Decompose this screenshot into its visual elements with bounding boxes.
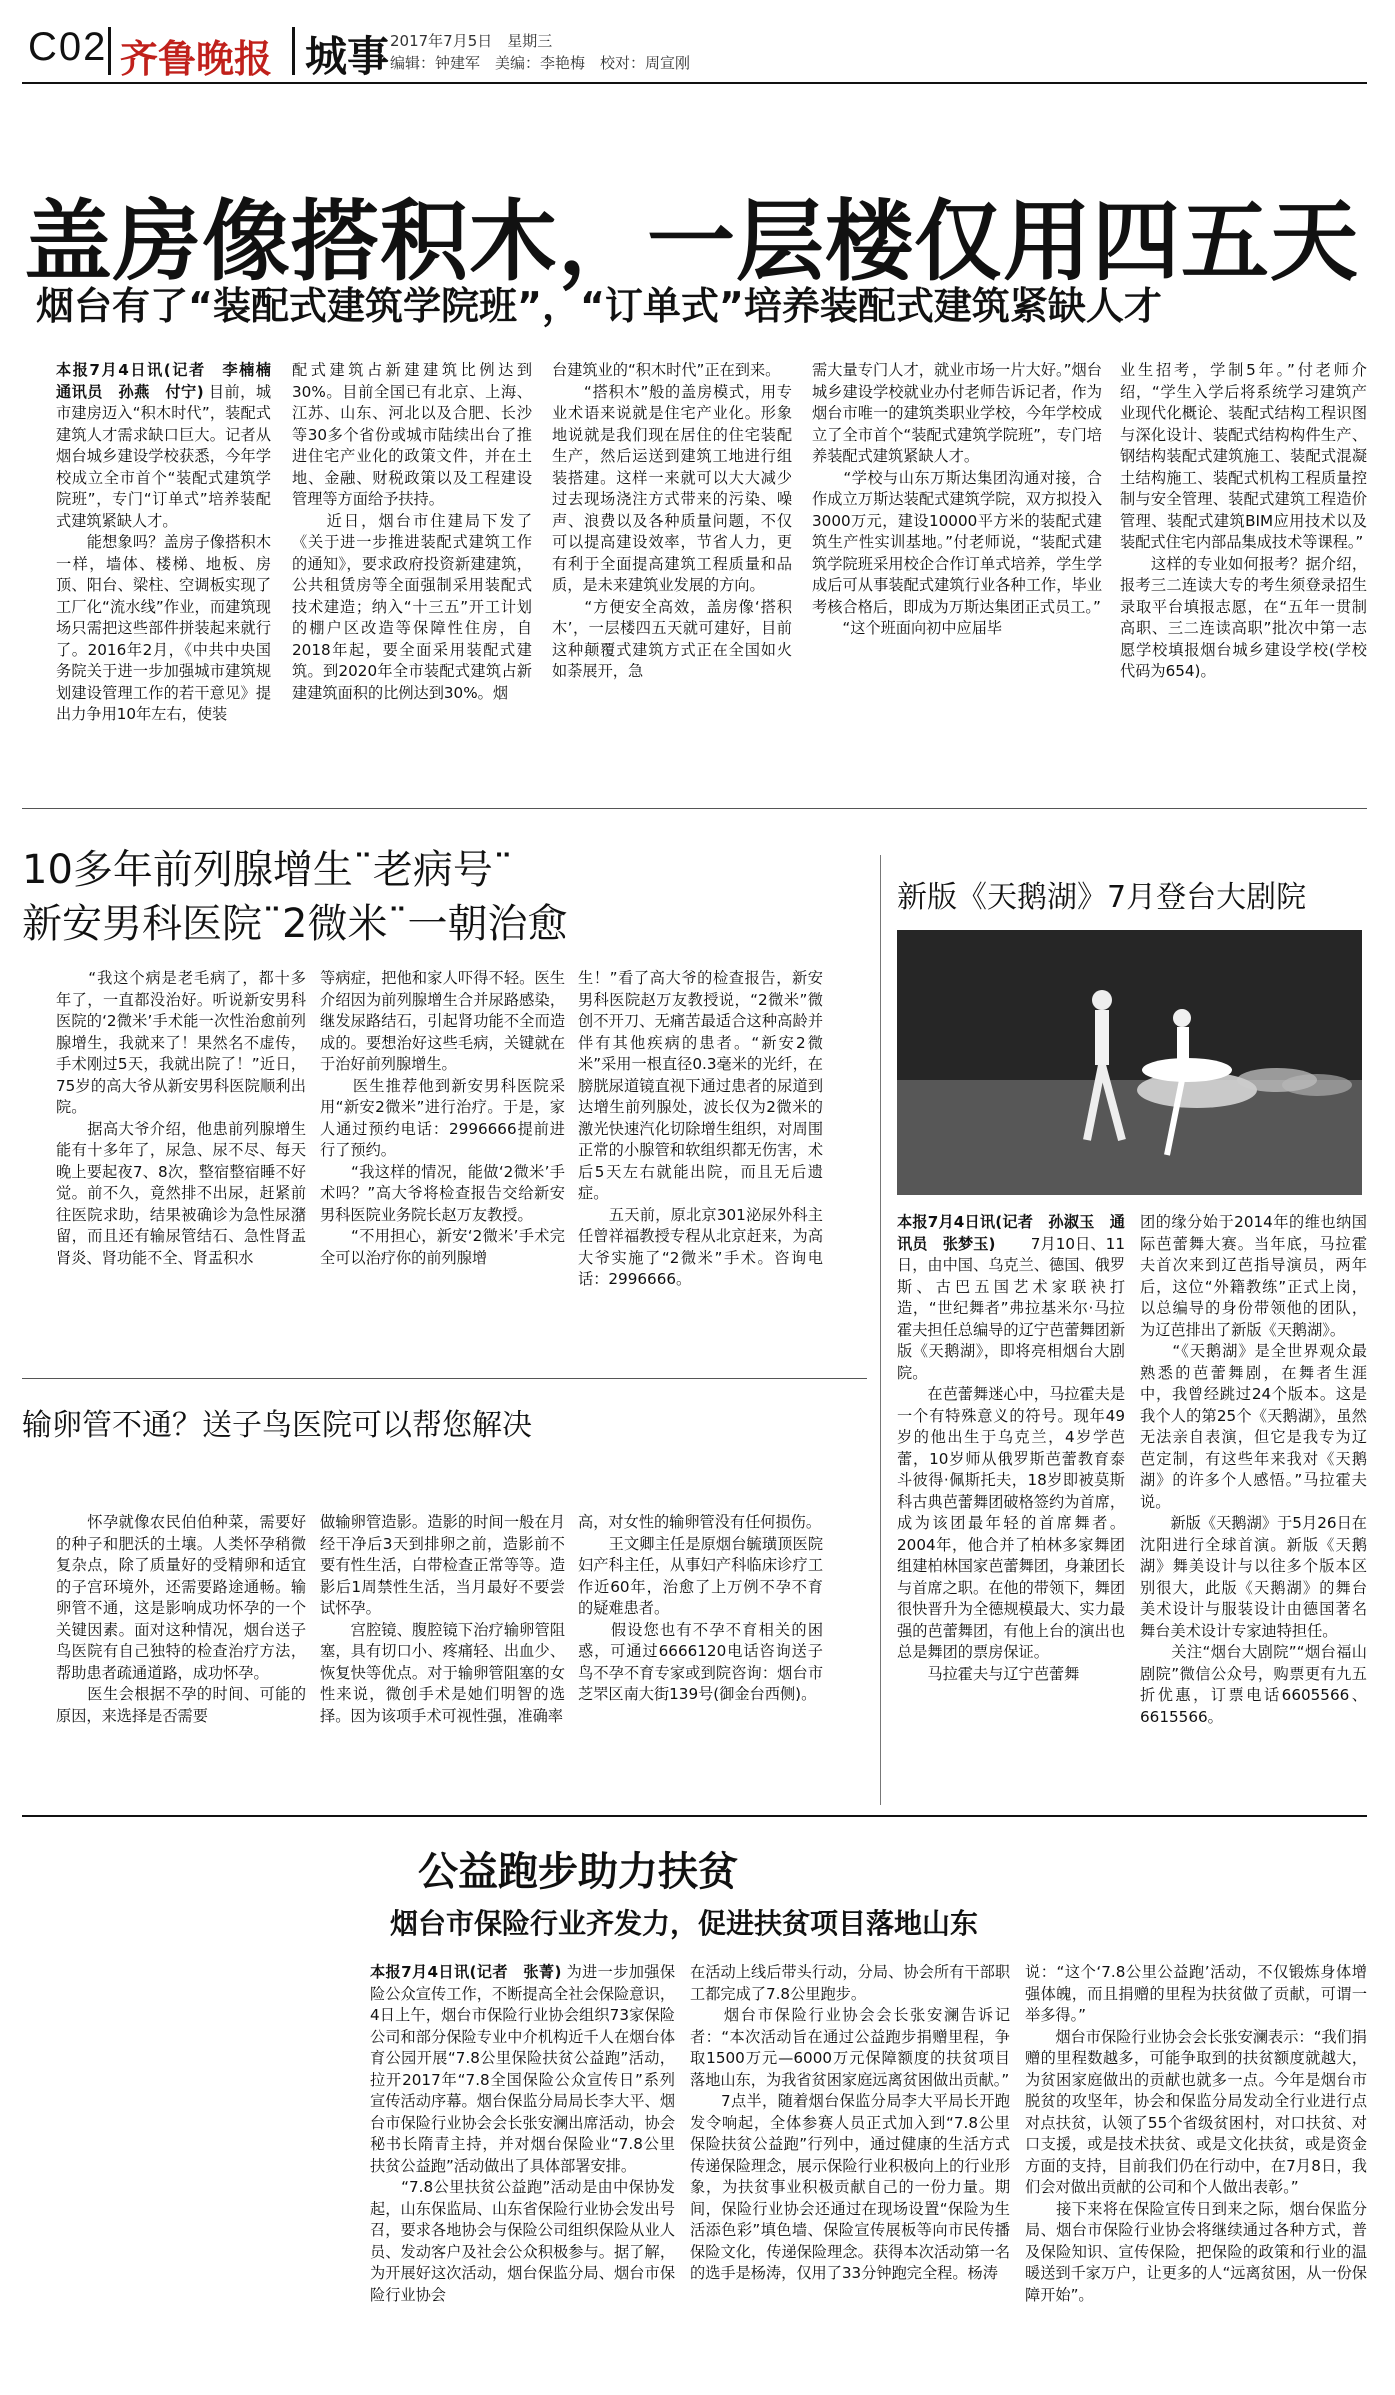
page-number: C02	[28, 25, 108, 69]
newspaper-logo: 齐鲁晚报	[120, 36, 273, 81]
ballet-dancers-image	[897, 930, 1362, 1195]
subheadline-article-5: 烟台市保险行业齐发力，促进扶贫项目落地山东	[390, 1907, 979, 1940]
column-divider	[880, 855, 881, 1805]
article-3-col-2: 做输卵管造影。造影的时间一般在月经干净后3天到排卵之前，造影前不要有性生活，白带检查正常等等。造影后1周禁性生活，当月最好不要尝试怀孕。 宫腔镜、腹腔镜下治疗输卵管阻塞，具有切口小、疼痛轻、出血少、恢复快等优点。对于输卵管阻塞的女性来说，微创手术是她们明智的选择。因为该项手术可视性强，准确率	[320, 1513, 565, 1725]
article-2-col-2: 等病症，把他和家人吓得不轻。医生介绍因为前列腺增生合并尿路感染，继发尿路结石，引起肾功能不全而造成的。要想治好这些毛病，关键就在于治好前列腺增生。 医生推荐他到新安男科医院采用“新安2微米”进行治疗。于是，家人通过预约电话：2996666提前进行了预约。 “我这样的情况，能做‘2微米’手术吗？”高大爷将检查报告交给新安男科医院业务院长赵万友教授。 “不用担心，新安‘2微米’手术完全可以治疗你的前列腺增	[320, 969, 565, 1267]
byline: 本报7月4日讯(记者 张菁)	[370, 1963, 562, 1981]
ballet-photo	[897, 930, 1362, 1195]
article-1-col-3: 台建筑业的“积木时代”正在到来。 “搭积木”般的盖房模式，用专业术语来说就是住宅产业化。形象地说就是我们现在居住的住宅装配生产，然后运送到建筑工地进行组装搭建。这样一来就可以大大减少过去现场浇注方式带来的污染、噪声、浪费以及各种质量问题，不仅可以提高建设效率，节省人力，更有利于全面提高建筑工程质量和品质，是未来建筑业发展的方向。 “方便安全高效，盖房像‘搭积木’，一层楼四五天就可建好，目前这种颠覆式建筑方式正在全国如火如荼展开，急	[552, 361, 792, 680]
headline-article-2-line-1: 10多年前列腺增生¨老病号¨	[22, 847, 513, 893]
section-rule	[22, 808, 1367, 809]
headline-article-5: 公益跑步助力扶贫	[418, 1849, 738, 1895]
article-text: 为进一步加强保险公众宣传工作，不断提高全社会保险意识，4日上午，烟台市保险行业协会组织73家保险公司和部分保险专业中介机构近千人在烟台体育公园开展“7.8公里保险扶贫公益跑”活动，拉开2017年“7.8全国保险公众宣传日”系列宣传活动序幕。烟台保监分局局长李大平、烟台市保险行业协会会长张安澜出席活动，协会秘书长隋青主持，并对烟台保险业“7.8公里扶贫公益跑”活动做出了具体部署安排。 “7.8公里扶贫公益跑”活动是由中保协发起，山东保监局、山东省保险行业协会发出号召，要求各地协会与保险公司组织保险从业人员、发动客户及社会公众积极参与。据了解，为开展好这次活动，烟台保监分局、烟台市保险行业协会	[370, 1963, 676, 2304]
article-1-col-4: 需大量专门人才，就业市场一片大好。”烟台城乡建设学校就业办付老师告诉记者，作为烟台市唯一的建筑类职业学校，今年学校成立了全市首个“装配式建筑学院班”，专门培养装配式建筑紧缺人才。 “学校与山东万斯达集团沟通对接，合作成立万斯达装配式建筑学院，双方拟投入3000万元，建设10000平方米的装配式建筑生产性实训基地。”付老师说，“装配式建筑学院班采用校企合作订单式培养，学生学成后可从事装配式建筑行业各种工作，毕业考核合格后，即成为万斯达集团正式员工。” “这个班面向初中应届毕	[812, 361, 1102, 637]
article-4-col-2: 团的缘分始于2014年的维也纳国际芭蕾舞大赛。当年底，马拉霍夫首次来到辽芭指导演员，两年后，这位“外籍教练”正式上岗，以总编导的身份带领他的团队，为辽芭排出了新版《天鹅湖》。 “《天鹅湖》是全世界观众最熟悉的芭蕾舞剧，在舞者生涯中，我曾经跳过24个版本。这是我个人的第25个《天鹅湖》，虽然无法亲自表演，但它是我专为辽芭定制，有这些年来我对《天鹅湖》的许多个人感悟。”马拉霍夫说。 新版《天鹅湖》于5月26日在沈阳进行全球首演。新版《天鹅湖》舞美设计与以往多个版本区别很大，此版《天鹅湖》的舞台美术设计与服装设计由德国著名舞台美术设计专家迪特担任。 关注“烟台大剧院”“烟台福山剧院”微信公众号，购票更有九五折优惠，订票电话6605566、6615566。	[1140, 1213, 1367, 1726]
article-3-col-1: 怀孕就像农民伯伯种菜，需要好的种子和肥沃的土壤。人类怀孕稍微复杂点，除了质量好的受精卵和适宜的子宫环境外，还需要路途通畅。输卵管不通，这是影响成功怀孕的一个关键因素。面对这种情况，烟台送子鸟医院有自己独特的检查治疗方法，帮助患者疏通道路，成功怀孕。 医生会根据不孕的时间、可能的原因，来选择是否需要	[56, 1513, 306, 1725]
article-4-col-1	[897, 1212, 1125, 1802]
header-rule	[22, 82, 1367, 84]
article-2-col-1: “我这个病是老毛病了，都十多年了，一直都没治好。听说新安男科医院的‘2微米’手术能一次性治愈前列腺增生，我就来了！果然名不虚传，手术刚过5天，我就出院了！”近日，75岁的高大爷从新安男科医院顺利出院。 据高大爷介绍，他患前列腺增生能有十多年了，尿急、尿不尽、每天晚上要起夜7、8次，整宿整宿睡不好觉。前不久，竟然排不出尿，赶紧前往医院求助，结果被确诊为急性尿潴留，而且还有输尿管结石、急性肾盂肾炎、肾功能不全、肾盂积水	[56, 969, 306, 1267]
byline: 本报7月4日讯(记者 李楠楠 通讯员 孙燕 付宁)	[56, 361, 287, 401]
article-5-col-2: 在活动上线后带头行动，分局、协会所有干部职工都完成了7.8公里跑步。 烟台市保险行业协会会长张安澜告诉记者：“本次活动旨在通过公益跑步捐赠里程，争取1500万元—6000万元保障额度的扶贫项目落地山东，为我省贫困家庭远离贫困做出贡献。” 7点半，随着烟台保监分局李大平局长开跑发令响起，全体参赛人员正式加入到“7.8公里保险扶贫公益跑”行列中，通过健康的生活方式传递保险理念，展示保险行业积极向上的行业形象，为扶贫事业积极贡献自己的一份力量。期间，保险行业协会还通过在现场设置“保险为生活添色彩”填色墙、保险宣传展板等向市民传播保险文化，传递保险理念。获得本次活动第一名的选手是杨涛，仅用了33分钟跑完全程。杨涛	[690, 1963, 1010, 2282]
subheadline-article-1: 烟台有了“装配式建筑学院班”，“订单式”培养装配式建筑紧缺人才	[36, 284, 1162, 328]
article-2-col-3: 生！”看了高大爷的检查报告，新安男科医院赵万友教授说，“2微米”微创不开刀、无痛苦最适合这种高龄并伴有其他疾病的患者。“新安2微米”采用一根直径0.3毫米的光纤，在膀胱尿道镜直视下通过患者的尿道到达增生前列腺处，波长仅为2微米的激光快速汽化切除增生组织，对周围正常的小腺管和软组织都无伤害，术后5天左右就能出院，而且无后遗症。 五天前，原北京301泌尿外科主任曾祥福教授专程从北京赶来，为高大爷实施了“2微米”手术。咨询电话：2996666。	[578, 969, 823, 1288]
headline-article-4: 新版《天鹅湖》7月登台大剧院	[897, 880, 1307, 915]
editor-credits: 编辑：钟建军 美编：李艳梅 校对：周宣刚	[390, 54, 691, 72]
headline-article-2-line-2: 新安男科医院¨2微米¨一朝治愈	[22, 901, 568, 947]
headline-article-3: 输卵管不通？送子鸟医院可以帮您解决	[22, 1408, 532, 1443]
header-divider	[292, 27, 295, 75]
article-3-col-3: 高，对女性的输卵管没有任何损伤。 王文卿主任是原烟台毓璜顶医院妇产科主任，从事妇产科临床诊疗工作近60年，治愈了上万例不孕不育的疑难患者。 假设您也有不孕不育相关的困惑，可通过6666120电话咨询送子鸟不孕不育专家或到院咨询：烟台市芝罘区南大街139号(御金台西侧)。	[578, 1513, 823, 1703]
header-divider	[108, 27, 111, 75]
article-1-col-2: 配式建筑占新建建筑比例达到30%。目前全国已有北京、上海、江苏、山东、河北以及合肥、长沙等30多个省份或城市陆续出台了推进住宅产业化的政策文件，并在土地、金融、财税政策以及工程建设管理等方面给予扶持。 近日，烟台市住建局下发了《关于进一步推进装配式建筑工作的通知》，要求政府投资新建建筑，公共租赁房等全面强制采用装配式技术建造；纳入“十三五”开工计划的棚户区改造等保障性住房，自2018年起，要全面采用装配式建筑。到2020年全市装配式建筑占新建建筑面积的比例达到30%。烟	[292, 361, 532, 702]
section-rule	[22, 1815, 1367, 1817]
issue-date: 2017年7月5日 星期三	[390, 32, 553, 50]
byline: 本报7月4日讯(记者 孙淑玉 通讯员 张梦玉)	[897, 1213, 1125, 1253]
section-rule	[22, 1378, 867, 1379]
article-5-col-3: 说：“这个‘7.8公里公益跑’活动，不仅锻炼身体增强体魄，而且捐赠的里程为扶贫做了贡献，可谓一举多得。” 烟台市保险行业协会会长张安澜表示：“我们捐赠的里程数越多，可能争取到的扶贫额度就越大，为贫困家庭做出的贡献也就多一点。今年是烟台市脱贫的攻坚年，协会和保监分局发动全行业进行点对点扶贫，认领了55个省级贫困村，对口扶贫、对口支援，或是技术扶贫、或是文化扶贫，或是资金方面的支持，目前我们仍在行动中，在7月8日，我们会对做出贡献的公司和个人做出表彰。” 接下来将在保险宣传日到来之际，烟台保监分局、烟台市保险行业协会将继续通过各种方式，普及保险知识、宣传保险，把保险的政策和行业的温暖送到千家万户，让更多的人“远离贫困，从一份保障开始”。	[1025, 1963, 1367, 2304]
headline-article-1: 盖房像搭积木，一层楼仅用四五天	[24, 190, 1360, 293]
article-1-col-5: 业生招考，学制5年。”付老师介绍，“学生入学后将系统学习建筑产业现代化概论、装配式结构工程识图与深化设计、装配式结构构件生产、钢结构装配式建筑施工、装配式混凝土结构施工、装配式机构工程质量控制与安全管理、装配式建筑工程造价管理、装配式建筑BIM应用技术以及装配式住宅内部品集成技术等课程。” 这样的专业如何报考？据介绍，报考三二连读大专的考生须登录招生录取平台填报志愿，在“五年一贯制高职、三二连读高职”批次中第一志愿学校填报烟台城乡建设学校(学校代码为654)。	[1120, 361, 1367, 680]
section-title: 城事	[305, 32, 390, 81]
article-text: 目前，城市建房迈入“积木时代”，装配式建筑人才需求缺口巨大。记者从烟台城乡建设学校获悉，今年学校成立全市首个“装配式建筑学院班”，专门“订单式”培养装配式建筑紧缺人才。 能想象吗？盖房子像搭积木一样，墙体、楼梯、地板、房顶、阳台、梁柱、空调板实现了工厂化“流水线”作业，而建筑现场只需把这些部件拼装起来就行了。2016年2月，《中共中央国务院关于进一步加强城市建筑规划建设管理工作的若干意见》提出力争用10年左右，使装	[56, 382, 272, 723]
article-text: 7月10日、11日，由中国、乌克兰、德国、俄罗斯、古巴五国艺术家联袂打造，“世纪舞者”弗拉基米尔·马拉霍夫担任总编导的辽宁芭蕾舞团新版《天鹅湖》，即将亮相烟台大剧院。 在芭蕾舞迷心中，马拉霍夫是一个有特殊意义的符号。现年49岁的他出生于乌克兰，4岁学芭蕾，10岁师从俄罗斯芭蕾教育泰斗彼得·佩斯托夫，18岁即被莫斯科古典芭蕾舞团破格签约为首席，成为该团最年轻的首席舞者。2004年，他合并了柏林多家舞团组建柏林国家芭蕾舞团，身兼团长与首席之职。在他的带领下，舞团很快晋升为全德规模最大、实力最强的芭蕾舞团，有他上台的演出也总是舞团的票房保证。 马拉霍夫与辽宁芭蕾舞	[897, 1234, 1125, 1683]
article-5-col-1	[370, 1962, 675, 2382]
article-1-col-1	[56, 360, 287, 790]
